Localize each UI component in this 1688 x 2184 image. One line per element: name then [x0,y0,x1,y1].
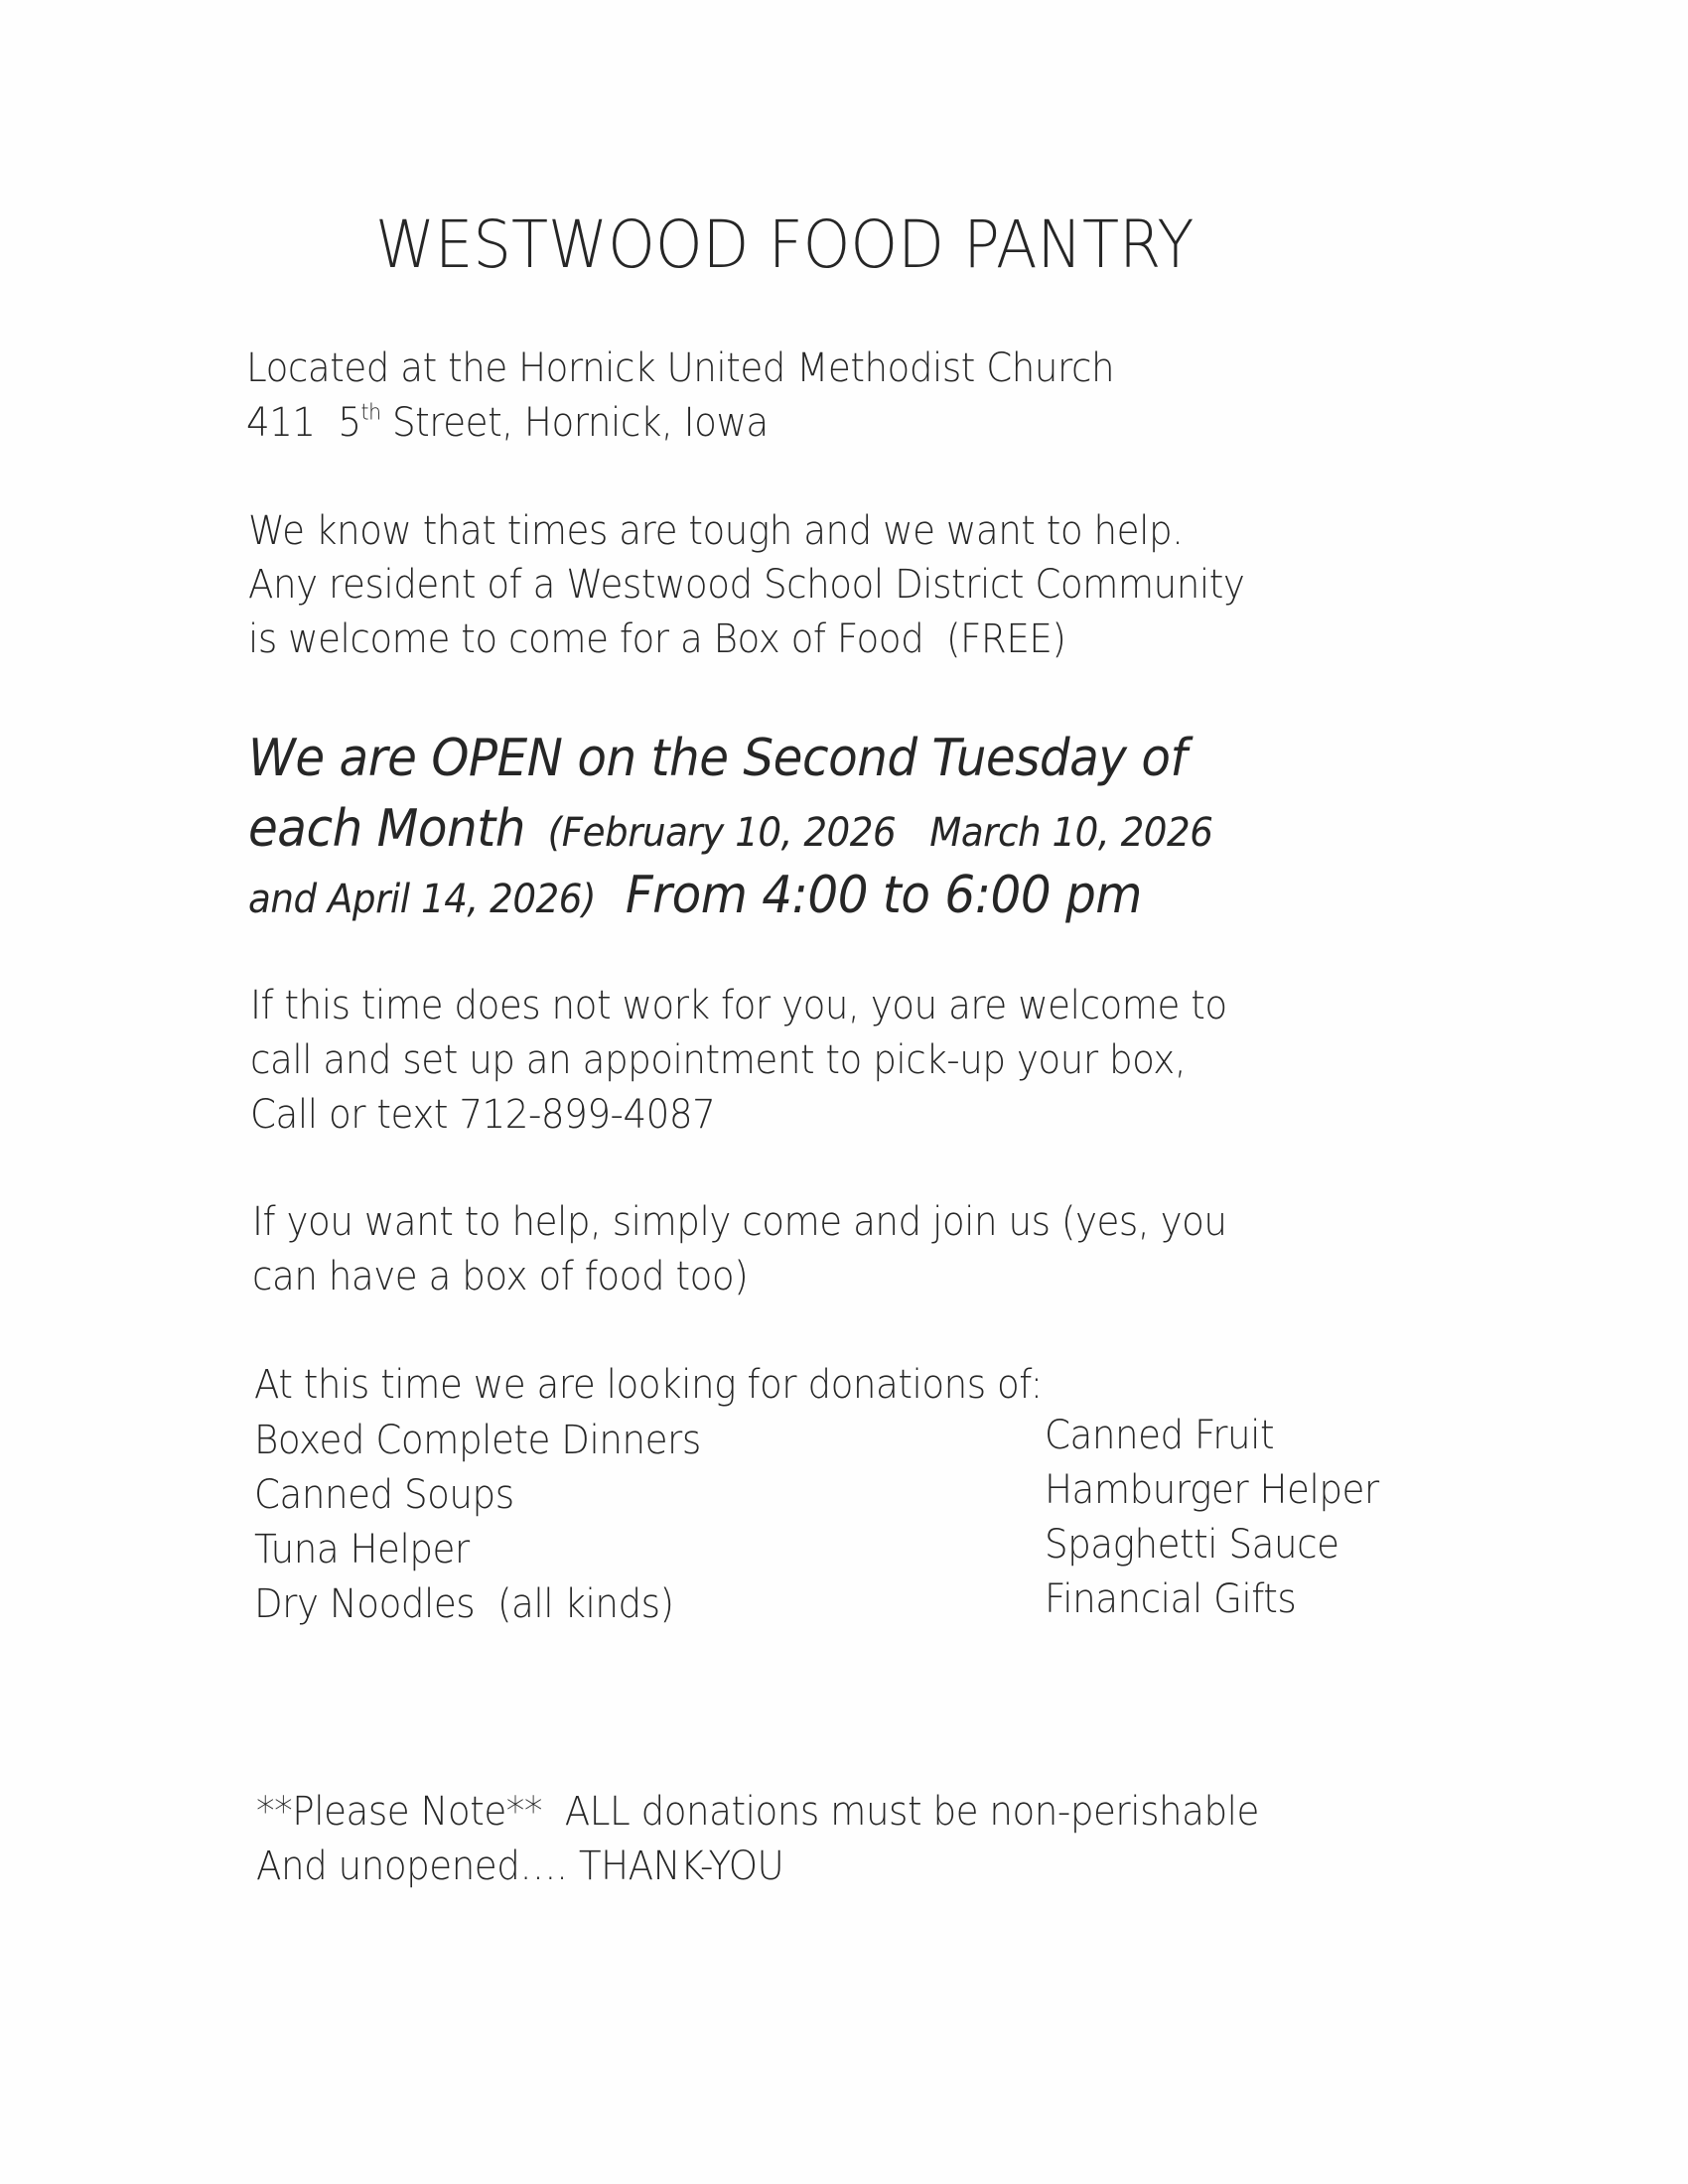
schedule-dates: (February 10, 2026 March 10, 2026 [524,810,1213,856]
volunteer-line-2: can have a box of food too) [252,1254,749,1299]
donation-item: Financial Gifts [1045,1576,1297,1622]
donation-item: Canned Fruit [1045,1413,1275,1458]
ordinal-suffix: th [360,400,381,426]
address-line [246,400,769,446]
donation-item: Spaghetti Sauce [1045,1522,1339,1568]
intro-line-2: Any resident of a Westwood School District Community [248,562,1245,608]
donation-item: Hamburger Helper [1045,1467,1379,1513]
volunteer-line-1: If you want to help, simply come and join us (yes, you [252,1199,1227,1245]
appointment-line-1: If this time does not work for you, you are welcome to [250,983,1227,1028]
note-line-2: And unopened…. THANK-YOU [256,1843,784,1889]
donation-item: Boxed Complete Dinners [254,1418,701,1463]
intro-line-1: We know that times are tough and we want to help. [248,508,1184,554]
schedule-line-3 [248,866,1142,925]
donation-item: Tuna Helper [254,1527,470,1572]
schedule-dates-end: and April 14, 2026) [248,877,596,922]
appointment-line-2: call and set up an appointment to pick-up your box, [250,1037,1187,1083]
schedule-line-1: We are OPEN on the Second Tuesday of [248,729,1188,788]
note-line-1: **Please Note** ALL donations must be non-perishable [256,1789,1259,1835]
intro-line-3: is welcome to come for a Box of Food (FREE) [248,616,1066,662]
donations-heading: At this time we are looking for donations of: [254,1362,1043,1408]
donation-item: Dry Noodles (all kinds) [254,1581,674,1627]
street-name: Street, Hornick, Iowa [380,400,769,446]
schedule-month-text: each Month [248,799,525,859]
appointment-phone: Call or text 712-899-4087 [250,1092,716,1138]
donation-item: Canned Soups [254,1472,514,1518]
schedule-hours: From 4:00 to 6:00 pm [595,866,1142,925]
location-line: Located at the Hornick United Methodist Church [246,345,1115,391]
schedule-line-2 [248,799,1212,859]
page-title: WESTWOOD FOOD PANTRY [375,206,1195,283]
street-number: 411 5 [246,400,361,446]
